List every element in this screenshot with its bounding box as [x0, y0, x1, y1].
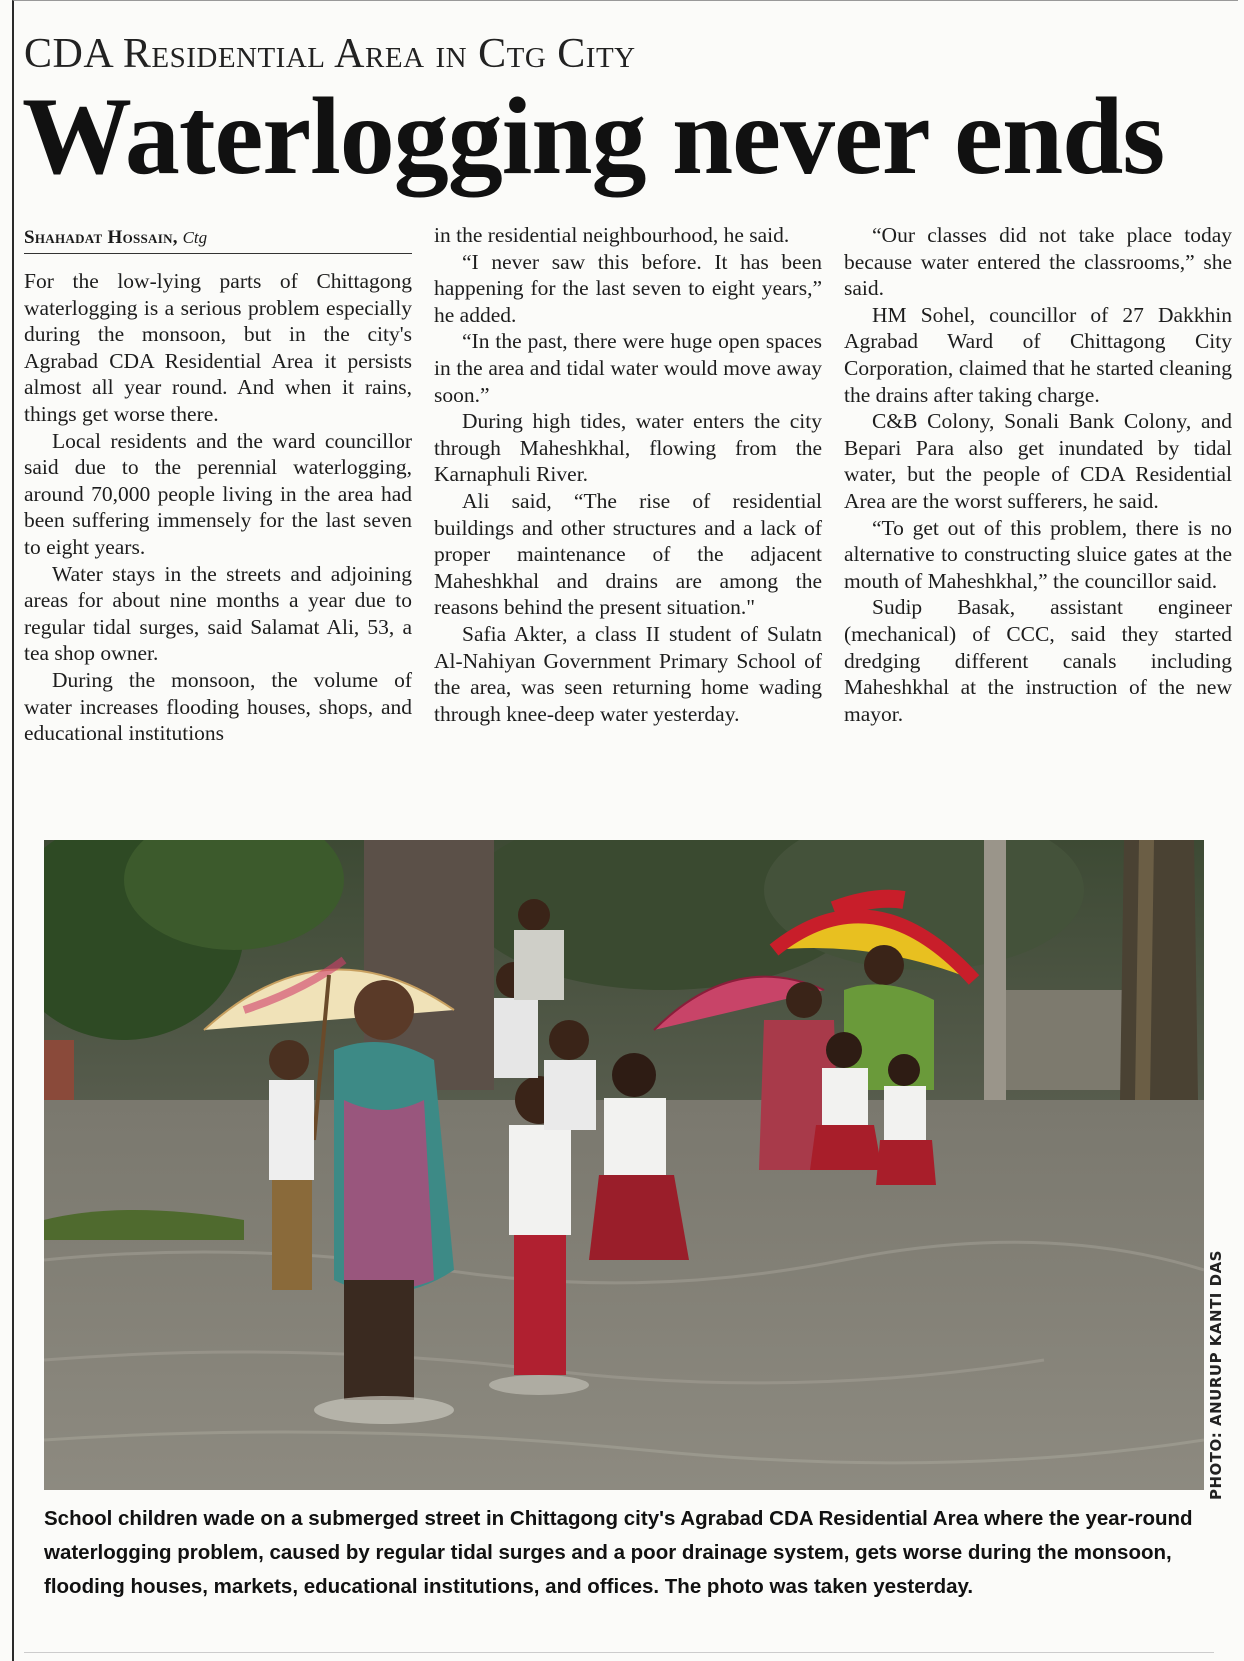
- paragraph: During the monsoon, the volume of water increases flooding houses, shops, and educational institutions: [24, 667, 412, 746]
- byline-location: Ctg: [182, 228, 208, 247]
- paragraph: Local residents and the ward councillor said due to the perennial waterlogging, around 70,000 people living in the area had been suffering immensely for the last seven to eight years.: [24, 428, 412, 559]
- paragraph: HM Sohel, councillor of 27 Dakkhin Agrabad Ward of Chittagong City Corporation, claimed that he started cleaning the drains after taking charge.: [844, 302, 1232, 407]
- paragraph: “Our classes did not take place today because water entered the classrooms,” she said.: [844, 223, 1232, 301]
- article-column-2: [434, 222, 822, 727]
- divider: [24, 1652, 1214, 1653]
- paragraph: Safia Akter, a class II student of Sulatn Al-Nahiyan Government Primary School of the area, was seen returning home wading through knee-deep water yesterday.: [434, 621, 822, 726]
- kicker: CDA Residential Area in Ctg City: [24, 31, 636, 77]
- paragraph: Ali said, “The rise of residential buildings and other structures and a lack of proper maintenance of the adjacent Maheshkhal and drains are among the reasons behind the present situation.": [434, 488, 822, 620]
- paragraph: During high tides, water enters the city through Maheshkhal, flowing from the Karnaphuli River.: [434, 409, 822, 487]
- headline: Waterlogging never ends: [22, 75, 1165, 197]
- paragraph: “In the past, there were huge open spaces in the area and tidal water would move away soon.”: [434, 329, 822, 407]
- paragraph: “I never saw this before. It has been happening for the last seven to eight years,” he added.: [434, 249, 822, 327]
- flooded-street-illustration: [44, 840, 1204, 1490]
- article-column-3: [844, 222, 1232, 727]
- byline: [24, 227, 412, 254]
- byline-name: Shahadat Hossain,: [24, 227, 178, 248]
- paragraph: For the low-lying parts of Chittagong waterlogging is a serious problem especially during the monsoon, but in the city's Agrabad CDA Residential Area it persists almost all year round. And when it rains, things get worse there.: [24, 269, 412, 426]
- photo-caption: School children wade on a submerged street in Chittagong city's Agrabad CDA Residential Area where the year-round waterlogging problem, caused by regular tidal surges and a poor drainage system, gets worse during the monsoon, flooding houses, markets, educational institutions, and offices. The photo was taken yesterday.: [44, 1507, 1193, 1598]
- paragraph: “To get out of this problem, there is no alternative to constructing sluice gates at the mouth of Maheshkhal,” the councillor said.: [844, 515, 1232, 593]
- photo-credit: PHOTO: ANURUP KANTI DAS: [1207, 1250, 1225, 1500]
- paragraph: Sudip Basak, assistant engineer (mechanical) of CCC, said they started dredging different canals including Maheshkhal at the instruction of the new mayor.: [844, 595, 1232, 726]
- paragraph: in the residential neighbourhood, he said.: [434, 223, 790, 247]
- news-photo: [44, 840, 1204, 1490]
- paragraph: Water stays in the streets and adjoining areas for about nine months a year due to regular tidal surges, said Salamat Ali, 53, a tea shop owner.: [24, 561, 412, 666]
- article-column-1: [24, 268, 412, 747]
- paragraph: C&B Colony, Sonali Bank Colony, and Bepari Para also get inundated by tidal water, but the people of CDA Residential Area are the worst sufferers, he said.: [844, 409, 1232, 513]
